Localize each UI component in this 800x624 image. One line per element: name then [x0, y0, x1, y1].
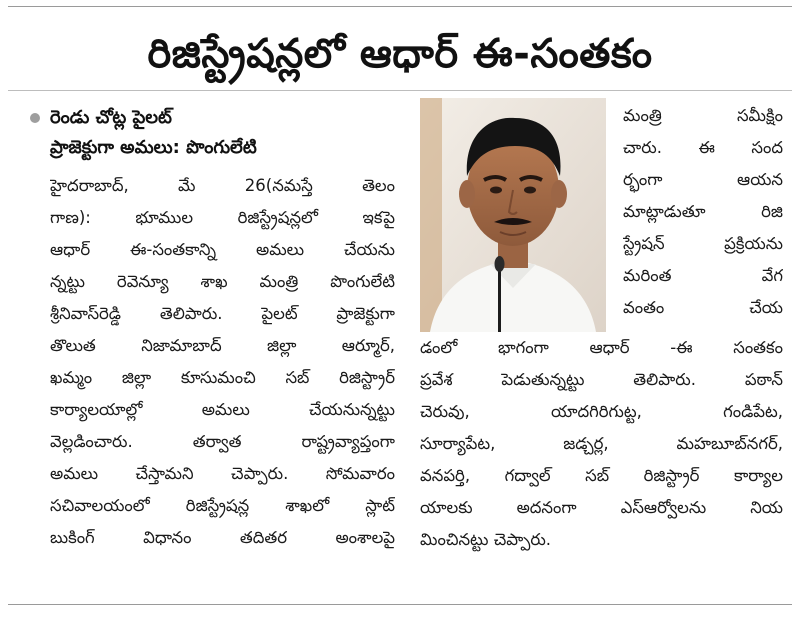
left-line: అమలు చేస్తామని చెప్పారు. సోమవారం — [50, 464, 395, 483]
left-line: న్నట్టు రెవెన్యూ శాఖ మంత్రి పొంగులేటి — [50, 272, 395, 291]
right-wide-line: డంలో భాగంగా ఆధార్ -ఈ సంతకం — [420, 338, 783, 357]
left-line: శ్రీనివాస్‌రెడ్డి తెలిపారు. పైలట్ ప్రాజెక్టుగా — [50, 304, 395, 323]
left-line: గాణ): భూముల రిజిస్ట్రేషన్లలో ఇకపై — [50, 208, 395, 227]
right-narrow-line: మంత్రి సమీక్షిం — [623, 106, 783, 125]
right-wide-column — [420, 332, 783, 556]
right-wide-line: యాలకు అదనంగా ఎస్ఆర్వోలను నియ — [420, 498, 783, 517]
right-narrow-line: చారు. ఈ సంద — [623, 138, 783, 157]
left-line: ఖమ్మం జిల్లా కూసుమంచి సబ్ రిజిస్ట్రార్ — [50, 368, 395, 387]
left-column — [50, 170, 395, 554]
bullet-dot-icon — [30, 113, 40, 123]
right-narrow-column — [623, 100, 783, 324]
left-line: తొలుత నిజామాబాద్ జిల్లా ఆర్మూర్, — [50, 336, 395, 355]
bottom-rule — [8, 604, 792, 605]
portrait-image — [420, 98, 606, 332]
right-narrow-line: ర్భంగా ఆయన — [623, 170, 783, 189]
left-line: ఆధార్ ఈ-సంతకాన్ని అమలు చేయను — [50, 240, 395, 259]
right-wide-line: చెరువు, యాదగిరిగుట్ట, గండిపేట, — [420, 402, 783, 421]
minister-photo — [420, 98, 606, 332]
left-line: వెల్లడించారు. తర్వాత రాష్ట్రవ్యాప్తంగా — [50, 432, 395, 451]
left-line: కార్యాలయాల్లో అమలు చేయనున్నట్టు — [50, 400, 395, 419]
right-wide-line: సూర్యాపేట, జడ్చర్ల, మహబూబ్‌నగర్, — [420, 434, 783, 453]
right-narrow-line: మాట్లాడుతూ రిజి — [623, 202, 783, 221]
left-line: హైదరాబాద్, మే 26(నమస్తే తెలం — [50, 176, 395, 195]
headline-rule — [8, 90, 792, 91]
left-line: బుకింగ్ విధానం తదితర అంశాలపై — [50, 528, 395, 547]
left-line: సచివాలయంలో రిజిస్ట్రేషన్ల శాఖలో స్లాట్ — [50, 496, 395, 515]
headline: రిజిస్ట్రేషన్లలో ఆధార్ ఈ-సంతకం — [147, 31, 653, 77]
subheading — [30, 103, 400, 163]
subheading-line-1: రెండు చోట్ల పైలట్ — [50, 107, 172, 128]
right-narrow-line: స్ట్రేషన్ ప్రక్రియను — [623, 234, 783, 253]
subheading-line-2: ప్రాజెక్టుగా అమలు: పొంగులేటి — [50, 137, 257, 158]
right-wide-line: మించినట్టు చెప్పారు. — [420, 530, 552, 549]
right-wide-line: ప్రవేశ పెడుతున్నట్టు తెలిపారు. పఠాన్ — [420, 370, 783, 389]
top-border — [8, 6, 792, 7]
right-narrow-line: మరింత వేగ — [623, 266, 783, 285]
right-narrow-line: వంతం చేయ — [623, 298, 783, 317]
right-wide-line: వనపర్తి, గద్వాల్ సబ్ రిజిస్ట్రార్ కార్యాల — [420, 466, 783, 485]
